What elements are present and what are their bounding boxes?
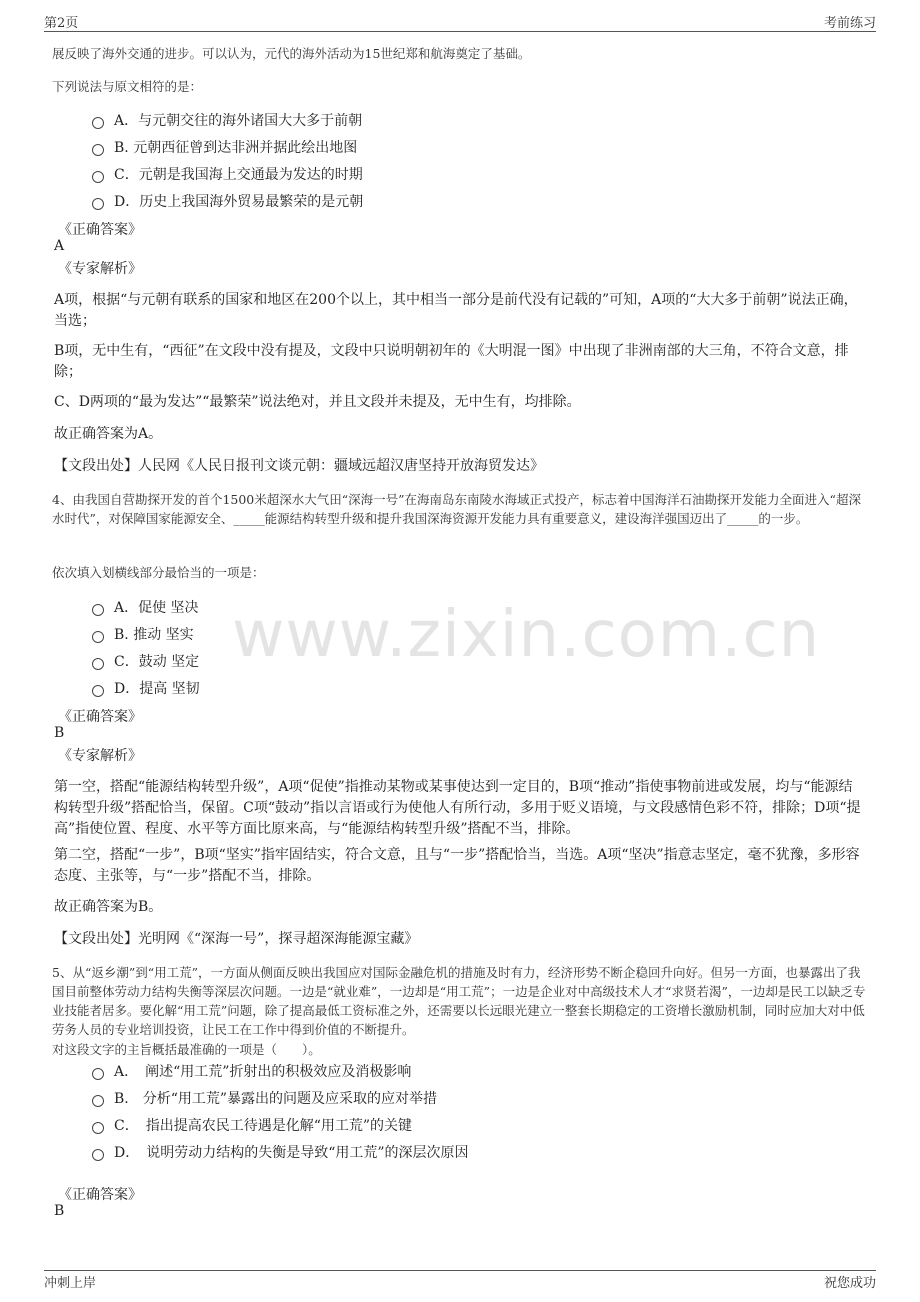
q3-analysis-b: B项，无中生有，“西征”在文段中没有提及，文段中只说明朝初年的《大明混一图》中出现了非洲南部的大三角，不符合文意，排除； [54,343,849,380]
radio-icon[interactable] [92,631,104,643]
radio-icon[interactable] [92,1068,104,1080]
q4-option-a[interactable]: A．促使 坚决 [92,597,199,617]
footer-divider [44,1270,876,1271]
q4-option-b[interactable]: B. 推动 坚实 [92,624,194,644]
q4-answer-label: 《正确答案》 [58,709,142,725]
q3-option-a[interactable]: A．与元朝交往的海外诸国大大多于前朝 [92,110,362,130]
radio-icon[interactable] [92,685,104,697]
q3-option-b[interactable]: B. 元朝西征曾到达非洲并据此绘出地图 [92,137,357,157]
radio-icon[interactable] [92,658,104,670]
q5-answer: B [54,1203,65,1219]
q3-prompt: 下列说法与原文相符的是： [52,79,203,94]
q4-analysis-blank2: 第二空，搭配“一步”，B项“坚实”指牢固结实，符合文意，且与“一步”搭配恰当，当选。A项“坚决”指意志坚定，毫不犹豫，多形容态度、主张等，与“一步”搭配不当，排除。 [54,847,860,884]
q3-answer: A [54,238,65,254]
q5-prompt: 对这段文字的主旨概括最准确的一项是（ ）。 [52,1042,321,1057]
q3-answer-label: 《正确答案》 [58,222,142,238]
watermark: www.zixin.com.cn [232,598,821,672]
q4-option-c[interactable]: C．鼓动 坚定 [92,651,199,671]
radio-icon[interactable] [92,171,104,183]
footer-right-text: 祝您成功 [823,1276,876,1291]
q3-passage-tail: 展反映了海外交通的进步。可以认为，元代的海外活动为15世纪郑和航海奠定了基础。 [52,46,531,61]
q4-question: 4、由我国自营勘探开发的首个1500米超深水大气田“深海一号”在海南岛东南陵水海域正式投产，标志着中国海洋石油勘探开发能力全面进入“超深水时代”，对保障国家能源安全、_____能源结构转型升级和提升我国深海资源开发能力具有重要意义，建设海洋强国迈出了_____的一步。 [52,492,861,526]
radio-icon[interactable] [92,1149,104,1161]
q3-analysis-label: 《专家解析》 [58,261,142,277]
radio-icon[interactable] [92,1122,104,1134]
q4-option-d[interactable]: D．提高 坚韧 [92,678,200,698]
page-number: 第2页 [44,16,79,31]
radio-icon[interactable] [92,144,104,156]
q3-analysis-cd: C、D两项的“最为发达”“最繁荣”说法绝对，并且文段并未提及，无中生有，均排除。 [54,394,581,410]
q3-analysis-a: A项，根据“与元朝有联系的国家和地区在200个以上，其中相当一部分是前代没有记载的”可知，A项的“大大多于前朝”说法正确，当选； [54,292,858,329]
footer-left-text: 冲刺上岸 [44,1276,97,1291]
q5-option-b[interactable]: B. 分析“用工荒”暴露出的问题及应采取的应对举措 [92,1088,437,1108]
q5-question: 5、从“返乡潮”到“用工荒”，一方面从侧面反映出我国应对国际金融危机的措施及时有力，经济形势不断企稳回升向好。但另一方面，也暴露出了我国目前整体劳动力结构失衡等深层次问题。一边是“就业难”，一边却是“用工荒”；一边是企业对中高级技术人才“求贤若渴”，一边却是民工以缺乏专业技能者居多。要化解“用工荒”问题，除了提高最低工资标准之外，还需要以长远眼光建立一整套长期稳定的工资增长激励机制，同时应加大对中低劳务人员的专业培训投资，让民工在工作中得到价值的不断提升。 [52,965,866,1037]
q3-option-c[interactable]: C．元朝是我国海上交通最为发达的时期 [92,164,363,184]
q3-option-d[interactable]: D．历史上我国海外贸易最繁荣的是元朝 [92,191,363,211]
q4-analysis-blank1: 第一空，搭配“能源结构转型升级”，A项“促使”指推动某物或某事使达到一定目的，B项“推动”指使事物前进或发展，均与“能源结构转型升级”搭配恰当，保留。C项“鼓动”指以言语或行为使他人有所行动，多用于贬义语境，与文段感情色彩不符，排除；D项“提高”指使位置、程度、水平等方面比原来高，与“能源结构转型升级”搭配不当，排除。 [54,779,861,837]
q4-analysis-label: 《专家解析》 [58,748,142,764]
radio-icon[interactable] [92,604,104,616]
header-tag: 考前练习 [823,16,876,31]
q4-answer: B [54,725,65,741]
radio-icon[interactable] [92,1095,104,1107]
header-divider [44,31,876,32]
q3-conclusion: 故正确答案为A。 [54,426,163,442]
radio-icon[interactable] [92,198,104,210]
q4-conclusion: 故正确答案为B。 [54,899,163,915]
radio-icon[interactable] [92,117,104,129]
q3-source: 【文段出处】人民网《人民日报刊文谈元朝：疆域远超汉唐坚持开放海贸发达》 [54,458,544,474]
q4-prompt: 依次填入划横线部分最恰当的一项是： [52,565,265,580]
q5-option-d[interactable]: D． 说明劳动力结构的失衡是导致“用工荒”的深层次原因 [92,1142,469,1162]
q5-option-c[interactable]: C． 指出提高农民工待遇是化解“用工荒”的关键 [92,1115,412,1135]
q4-source: 【文段出处】光明网《“深海一号”，探寻超深海能源宝藏》 [54,931,419,947]
q5-answer-label: 《正确答案》 [58,1187,142,1203]
q5-option-a[interactable]: A． 阐述“用工荒”折射出的积极效应及消极影响 [92,1061,411,1081]
